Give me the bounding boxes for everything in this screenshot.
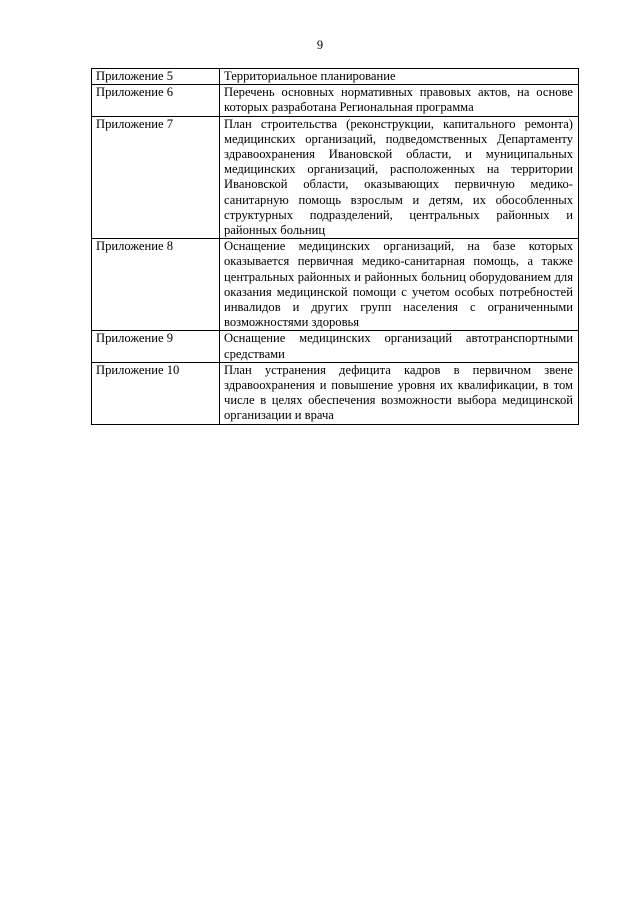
appendix-description: План строительства (реконструкции, капитального ремонта) медицинских организаций, подведомственных Департаменту здравоохранения Ивановской области, и муниципальных медицинских организаций, расположенных на территории Ивановской области, оказывающих первичную медико-санитарную помощь взрослым и детям, их обособленных структурных подразделений, центральных районных и районных больниц — [220, 116, 579, 239]
appendix-description: План устранения дефицита кадров в первичном звене здравоохранения и повышение уровня их квалификации, в том числе в целях обеспечения возможности выбора медицинской организации и врача — [220, 362, 579, 424]
appendix-table — [91, 68, 579, 425]
table-row — [92, 331, 579, 362]
table-row — [92, 69, 579, 85]
table-row — [92, 85, 579, 116]
appendix-name: Приложение 5 — [92, 69, 220, 85]
appendix-description: Перечень основных нормативных правовых актов, на основе которых разработана Региональная программа — [220, 85, 579, 116]
appendix-name: Приложение 9 — [92, 331, 220, 362]
page-number: 9 — [316, 38, 324, 52]
appendix-description: Территориальное планирование — [220, 69, 579, 85]
table-row — [92, 362, 579, 424]
appendix-name: Приложение 6 — [92, 85, 220, 116]
appendix-description: Оснащение медицинских организаций, на базе которых оказывается первичная медико-санитарная помощь, а также центральных районных и районных больниц оборудованием для оказания медицинской помощи с учетом особых потребностей инвалидов и других групп населения с ограниченными возможностями здоровья — [220, 239, 579, 331]
appendix-name: Приложение 7 — [92, 116, 220, 239]
table-row — [92, 116, 579, 239]
table-row — [92, 239, 579, 331]
appendix-description: Оснащение медицинских организаций автотранспортными средствами — [220, 331, 579, 362]
appendix-name: Приложение 10 — [92, 362, 220, 424]
appendix-name: Приложение 8 — [92, 239, 220, 331]
